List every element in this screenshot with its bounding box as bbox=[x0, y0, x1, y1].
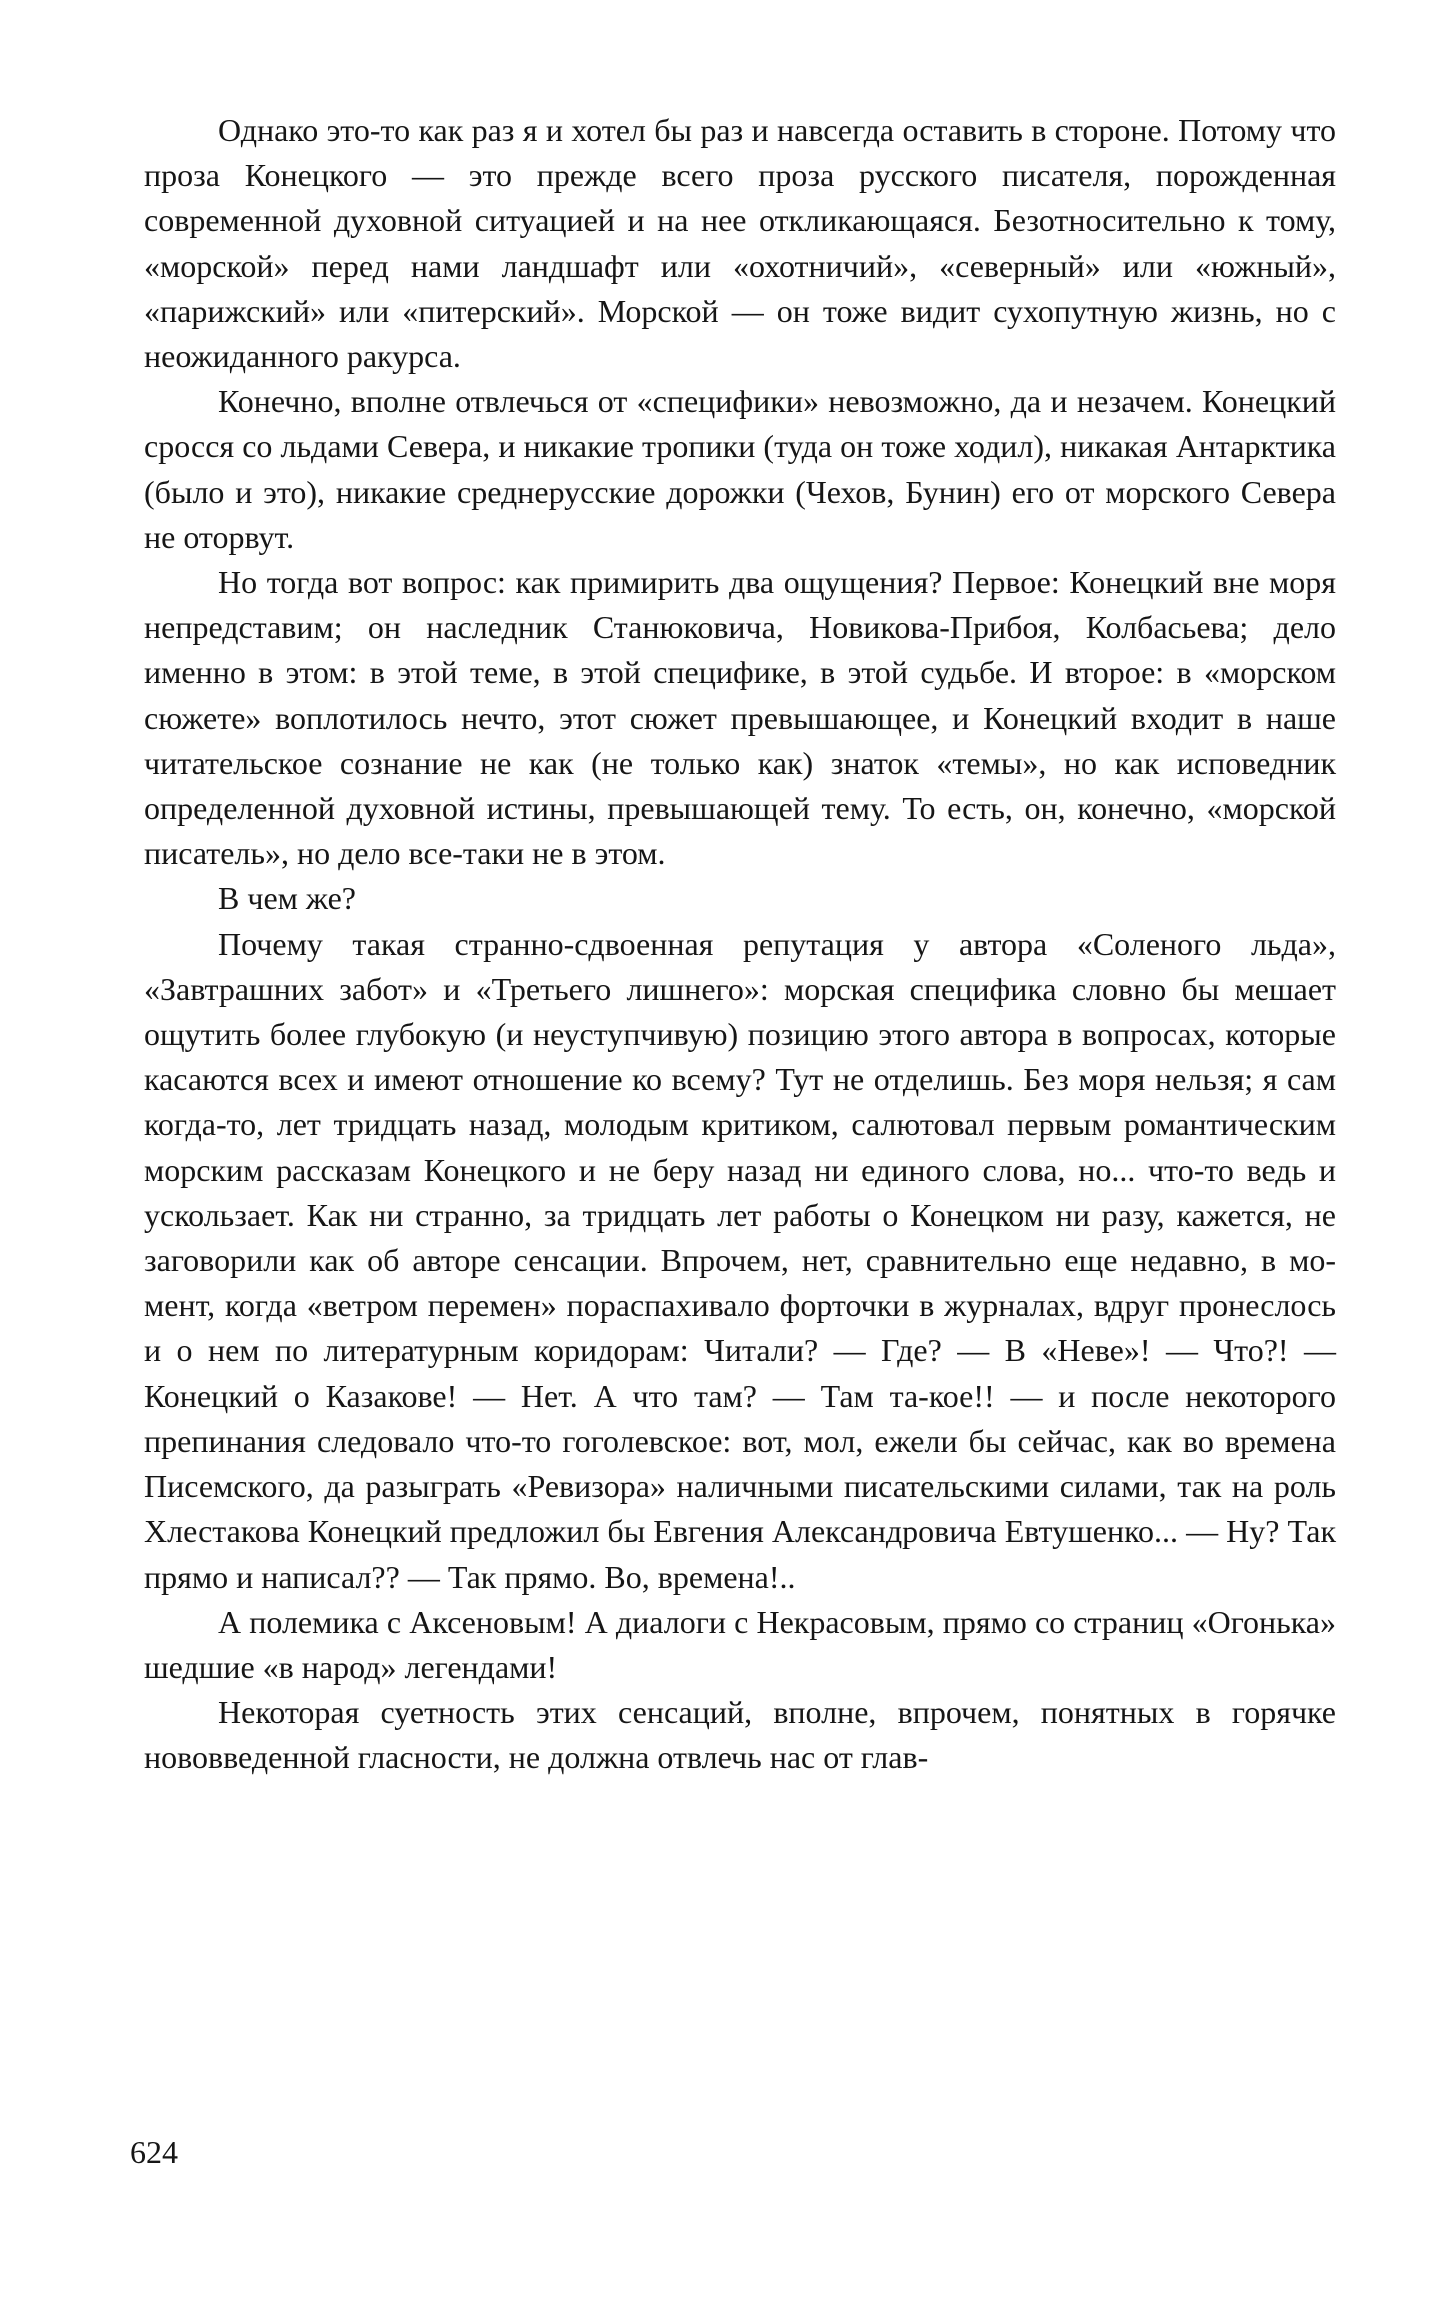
body-text bbox=[144, 108, 1336, 1781]
paragraph-3: Но тогда вот вопрос: как примирить два ощущения? Первое: Конецкий вне моря непредставим; он наследник Станюковича, Новикова-Прибоя, Колбасьева; дело именно в этом: в этой теме, в этой специфике, в этой судьбе. И второе: в «морском сюжете» воплотилось нечто, этот сюжет превышающее, и Конецкий входит в наше читательское сознание не как (не только как) знаток «темы», но как исповедник определенной духовной истины, превышающей тему. То есть, он, конечно, «морской писатель», но дело все-таки не в этом. bbox=[144, 564, 1336, 872]
paragraph-7: Некоторая суетность этих сенсаций, вполне, впрочем, понятных в горячке нововведенной гласности, не должна отвлечь нас от глав- bbox=[144, 1694, 1336, 1776]
paragraph-5: Почему такая странно-сдвоенная репутация у автора «Соленого льда», «Завтрашних забот» и «Третьего лишнего»: морская специфика словно бы мешает ощутить более глубокую (и неуступчивую) позицию этого автора в вопросах, которые касаются всех и имеют отношение ко всему? Тут не отделишь. Без моря нельзя; я сам когда-то, лет тридцать назад, молодым критиком, салютовал первым романтическим морским рассказам Конецкого и не беру назад ни единого слова, но... что-то ведь и ускользает. Как ни странно, за тридцать лет работы о Конецком ни разу, кажется, не заговорили как об авторе сенсации. Впрочем, нет, сравнительно еще недавно, в момент, когда «ветром перемен» пораспахивало форточки в журналах, вдруг пронеслось и о нем по литературным коридорам: Читали? — Где? — В «Неве»! — Что?! — Конецкий о Казакове! — Нет. А что там? — Там та-кое!! — и после некоторого препинания следовало что-то гоголевское: вот, мол, ежели бы сейчас, как во времена Писемского, да разыграть «Ревизора» наличными писательскими силами, так на роль Хлестакова Конецкий предложил бы Евгения Александровича Евтушенко... — Ну? Так прямо и написал?? — Так прямо. Во, времена!.. bbox=[144, 925, 1336, 1595]
paragraph-2: Конечно, вполне отвлечься от «специфики» невозможно, да и незачем. Конецкий сросся со льдами Севера, и никакие тропики (туда он тоже ходил), никакая Антарктика (было и это), никакие среднерусские дорожки (Чехов, Бунин) его от морского Севера не оторвут. bbox=[144, 383, 1336, 555]
paragraph-1: Однако это-то как раз я и хотел бы раз и навсегда оставить в стороне. Потому что проза Конецкого — это прежде всего проза русского писателя, порожденная современной духовной ситуацией и на нее откликающаяся. Безотносительно к тому, «морской» перед нами ландшафт или «охотничий», «северный» или «южный», «парижский» или «питерский». Морской — он тоже видит сухопутную жизнь, но с неожиданного ракурса. bbox=[144, 112, 1336, 375]
paragraph-6: А полемика с Аксеновым! А диалоги с Некрасовым, прямо со страниц «Огонька» шедшие «в народ» легендами! bbox=[144, 1603, 1336, 1685]
page-number: 624 bbox=[130, 2134, 178, 2170]
paragraph-4: В чем же? bbox=[218, 880, 356, 917]
